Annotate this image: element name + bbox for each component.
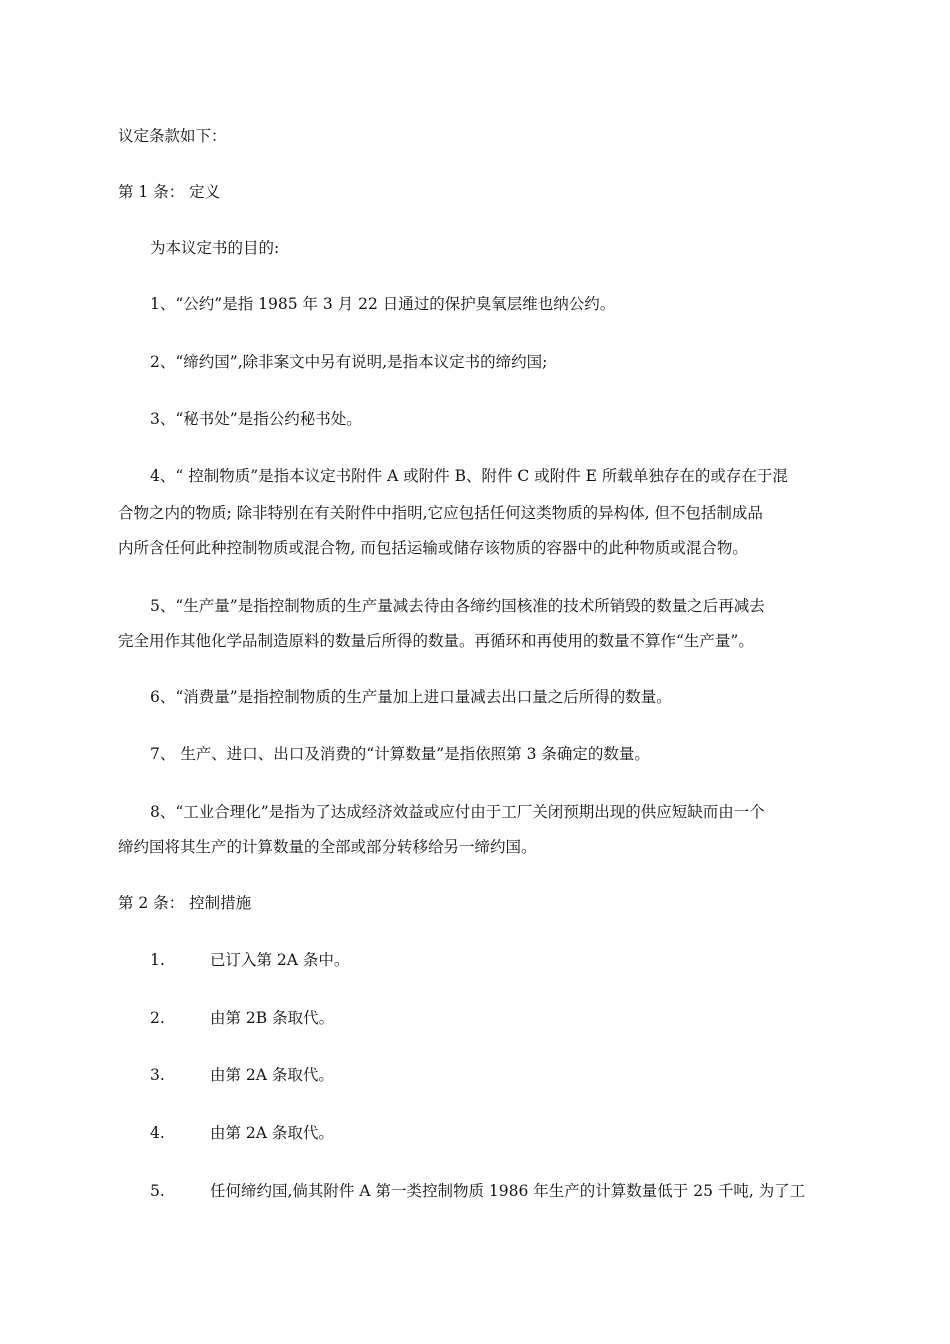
definition-8-line-2: 缔约国将其生产的计算数量的全部或部分转移给另一缔约国。 bbox=[118, 838, 537, 856]
measure-5-text: 任何缔约国,倘其附件 A 第一类控制物质 1986 年生产的计算数量低于 25 千吨, 为了工 bbox=[210, 1182, 806, 1200]
measure-4-text: 由第 2A 条取代。 bbox=[210, 1124, 334, 1142]
article-1-lead: 为本议定书的目的: bbox=[150, 239, 280, 257]
definition-3: 3、“秘书处”是指公约秘书处。 bbox=[150, 410, 362, 428]
definition-4-line-3: 内所含任何此种控制物质或混合物, 而包括运输或储存该物质的容器中的此种物质或混合物。 bbox=[118, 539, 748, 557]
article-1-heading: 第 1 条： 定义 bbox=[118, 183, 221, 201]
definition-5-line-1: 5、“生产量”是指控制物质的生产量减去待由各缔约国核准的技术所销毁的数量之后再减去 bbox=[150, 597, 765, 615]
measure-4-number: 4. bbox=[150, 1124, 165, 1142]
definition-8-line-1: 8、“工业合理化”是指为了达成经济效益或应付由于工厂关闭预期出现的供应短缺而由一个 bbox=[150, 803, 765, 821]
definition-4-line-1: 4、“ 控制物质”是指本议定书附件 A 或附件 B、附件 C 或附件 E 所载单独存在的或存在于混 bbox=[150, 467, 788, 485]
definition-7: 7、 生产、进口、出口及消费的“计算数量”是指依照第 3 条确定的数量。 bbox=[150, 745, 650, 763]
measure-1-number: 1. bbox=[150, 951, 165, 969]
definition-4-line-2: 合物之内的物质; 除非特别在有关附件中指明,它应包括任何这类物质的异构体, 但不包括制成品 bbox=[118, 504, 763, 522]
measure-2-number: 2. bbox=[150, 1009, 165, 1027]
measure-3-number: 3. bbox=[150, 1066, 165, 1084]
measure-5-number: 5. bbox=[150, 1182, 165, 1200]
intro-text: 议定条款如下： bbox=[118, 127, 227, 145]
measure-3-text: 由第 2A 条取代。 bbox=[210, 1066, 334, 1084]
definition-6: 6、“消费量”是指控制物质的生产量加上进口量减去出口量之后所得的数量。 bbox=[150, 688, 672, 706]
article-2-heading: 第 2 条： 控制措施 bbox=[118, 894, 252, 912]
measure-2-text: 由第 2B 条取代。 bbox=[210, 1009, 335, 1027]
measure-1-text: 已订入第 2A 条中。 bbox=[210, 951, 350, 969]
definition-2: 2、“缔约国”,除非案文中另有说明,是指本议定书的缔约国; bbox=[150, 353, 548, 371]
definition-1: 1、“公约”是指 1985 年 3 月 22 日通过的保护臭氧层维也纳公约。 bbox=[150, 295, 616, 313]
definition-5-line-2: 完全用作其他化学品制造原料的数量后所得的数量。再循环和再使用的数量不算作“生产量”。 bbox=[118, 632, 754, 650]
